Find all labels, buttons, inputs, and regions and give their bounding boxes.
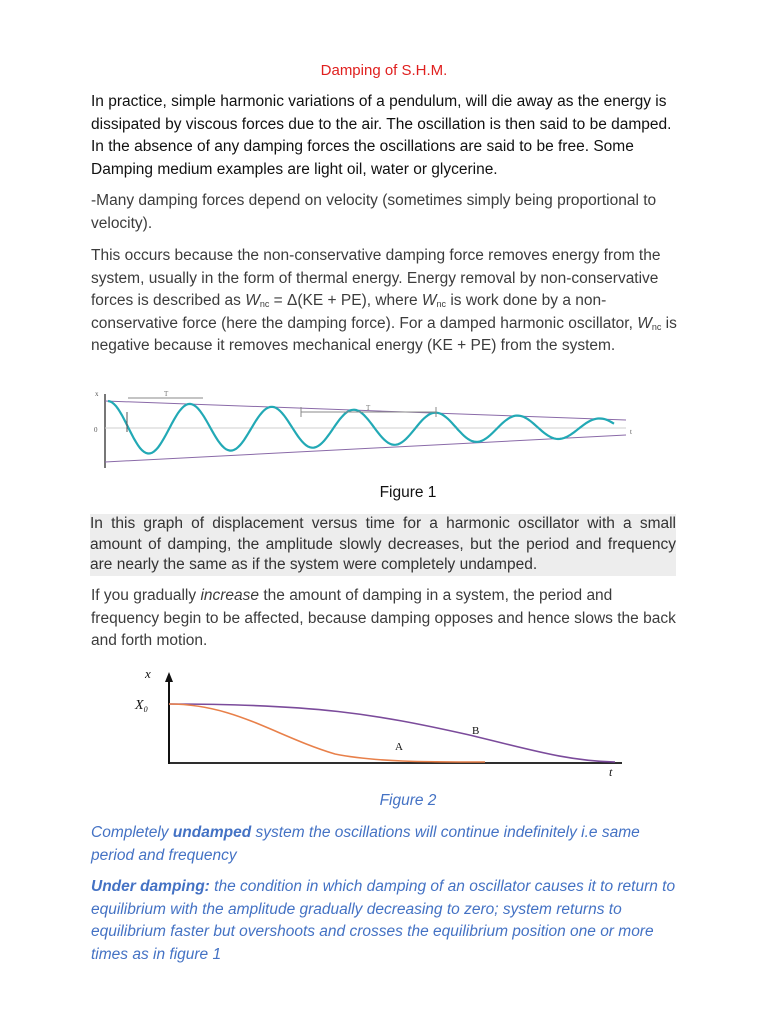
page-title: Damping of S.H.M. xyxy=(320,62,448,79)
wnc-symbol-1: W xyxy=(245,292,260,310)
energy-text-3: is negative because it removes mechanical energy (KE + PE) from the system. xyxy=(91,314,677,355)
undamped-paragraph xyxy=(91,822,681,867)
wnc-symbol-2: W xyxy=(421,292,437,310)
under-damping-term: Under damping: xyxy=(91,878,210,895)
undamped-text-1: Completely xyxy=(91,824,173,841)
energy-paragraph xyxy=(91,245,681,358)
wnc-subscript-1: nc xyxy=(259,299,270,310)
intro-paragraph: In practice, simple harmonic variations of a pendulum, will die away as the energy is dissipated by viscous forces due to the air. The oscillation is then said to be damped. In the absence of any damping forces the oscillations are said to be free. Some Damping medium examples are light oil, water or glycerine. xyxy=(91,93,672,178)
figure-1-wave xyxy=(108,401,614,454)
figure-1-period-label-1: T xyxy=(164,390,169,398)
figure-2-graph xyxy=(125,666,645,778)
figure-2-curve-b xyxy=(169,704,615,762)
figure-1-graph xyxy=(90,388,650,472)
under-damping-paragraph xyxy=(91,876,681,966)
figure-1-time-label: t xyxy=(630,428,632,436)
wnc-subscript-3: nc xyxy=(651,321,662,332)
undamped-text-2: system the oscillations will continue indefinitely i.e same period and frequency xyxy=(91,824,640,864)
wnc-symbol-3: W xyxy=(637,314,652,332)
figure-2-x0-label: $X_0$ xyxy=(135,698,148,714)
figure-1-caption: Figure 1 xyxy=(379,484,437,501)
figure-2-curve-a-label: A xyxy=(395,741,403,753)
energy-text-2: is work done by a non-conservative force (here the damping force). For a damped harmonic oscillator, xyxy=(91,292,638,332)
figure-1-x-label: x xyxy=(95,390,99,398)
increase-text-1: If you gradually xyxy=(91,587,201,604)
undamped-emphasis: undamped xyxy=(172,824,252,841)
energy-formula: = Δ(KE + PE), where xyxy=(269,292,422,310)
figure-1-envelope-bottom xyxy=(105,435,626,462)
figure-2-x-label: x xyxy=(145,666,151,681)
increase-damping-paragraph xyxy=(91,585,681,653)
velocity-note-paragraph: -Many damping forces depend on velocity (sometimes simply being proportional to velocity). xyxy=(91,192,657,232)
under-damping-definition: the condition in which damping of an oscillator causes it to return to equilibrium with the amplitude gradually decreasing to zero; system returns to equilibrium faster but overshoots and crosses the equilibrium position one or more times as in figure 1 xyxy=(91,878,676,963)
figure-1-description: In this graph of displacement versus time for a harmonic oscillator with a small amount of damping, the amplitude slowly decreases, but the period and frequency are nearly the same as if the system were completely undamped. xyxy=(90,514,676,576)
figure-2-time-label: t xyxy=(609,765,613,778)
figure-1-zero-label: 0 xyxy=(94,426,98,434)
figure-2-curve-a xyxy=(169,704,485,762)
increase-text-2: the amount of damping in a system, the period and frequency begin to be affected, because damping opposes and hence slows the back and forth motion. xyxy=(91,587,676,650)
energy-text-1: This occurs because the non-conservative damping force removes energy from the system, usually in the form of thermal energy. Energy removal by non-conservative forces is described as xyxy=(91,247,661,310)
increase-emphasis: increase xyxy=(200,587,260,604)
figure-1-period-label-2: T xyxy=(366,404,371,412)
wnc-subscript-2: nc xyxy=(436,299,447,310)
figure-2-caption: Figure 2 xyxy=(379,792,437,809)
figure-2-curve-b-label: B xyxy=(472,725,480,737)
